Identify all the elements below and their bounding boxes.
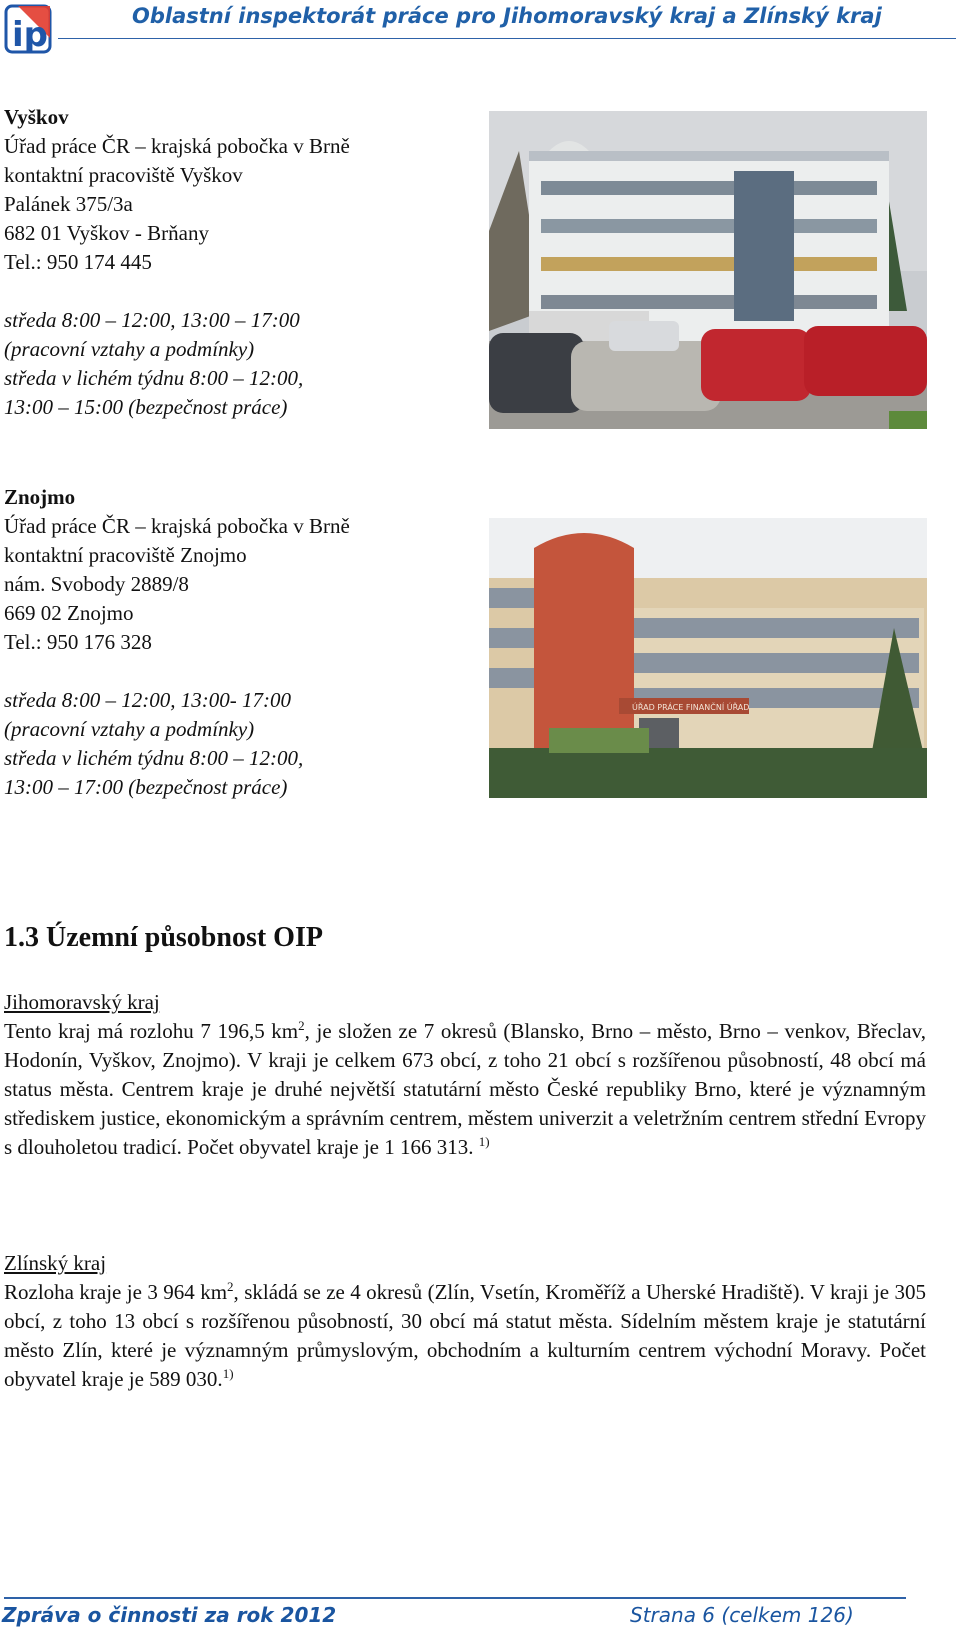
- logo-text: ip: [12, 15, 48, 55]
- znojmo-tel: Tel.: 950 176 328: [4, 630, 152, 654]
- footer-page-number: Strana 6 (celkem 126): [630, 1603, 854, 1627]
- znojmo-city: 669 02 Znojmo: [4, 601, 134, 625]
- zlk-sup-2: 2: [227, 1279, 234, 1294]
- footer-rule: [4, 1597, 906, 1599]
- vyskov-workplace: kontaktní pracoviště Vyškov: [4, 163, 243, 187]
- zlk-text-1: Rozloha kraje je 3 964 km: [4, 1280, 228, 1304]
- znojmo-block: [4, 483, 350, 802]
- jmk-title: Jihomoravský kraj: [4, 990, 160, 1014]
- vyskov-hours-line: středa v lichém týdnu 8:00 – 12:00,: [4, 366, 304, 390]
- header-rule: [58, 38, 956, 39]
- footer-report-title: Zpráva o činnosti za rok 2012: [2, 1603, 337, 1627]
- vyskov-hours-line: (pracovní vztahy a podmínky): [4, 337, 255, 361]
- zlk-footnote-ref: 1): [222, 1366, 234, 1381]
- znojmo-office-photo: [489, 518, 927, 798]
- vyskov-tel: Tel.: 950 174 445: [4, 250, 152, 274]
- zlk-paragraph: [4, 1278, 926, 1394]
- jmk-text-1: Tento kraj má rozlohu 7 196,5 km: [4, 1019, 299, 1043]
- znojmo-hours-line: (pracovní vztahy a podmínky): [4, 717, 255, 741]
- vyskov-office-photo: [489, 111, 927, 429]
- znojmo-hours-line: 13:00 – 17:00 (bezpečnost práce): [4, 775, 288, 799]
- znojmo-street: nám. Svobody 2889/8: [4, 572, 189, 596]
- zlk-text-2: , skládá se ze 4 okresů (Zlín, Vsetín, Kroměříž a Uherské Hradiště). V kraji je 305 obcí, z toho 13 obcí s rozšířenou působností, 30 obcí má statut města. Sídelním městem kraje je statutární město Zlín, které je významným průmyslovým, obchodním a kulturním centrem východní Moravy. Počet obyvatel kraje je 589 030.: [4, 1280, 926, 1391]
- zlk-title: Zlínský kraj: [4, 1251, 107, 1275]
- oip-logo: [4, 2, 56, 56]
- vyskov-name: Vyškov: [4, 105, 69, 129]
- vyskov-block: [4, 103, 350, 422]
- section-heading: 1.3 Územní působnost OIP: [4, 922, 323, 953]
- znojmo-workplace: kontaktní pracoviště Znojmo: [4, 543, 247, 567]
- header-title: Oblastní inspektorát práce pro Jihomoravský kraj a Zlínský kraj: [132, 4, 882, 28]
- jmk-paragraph: [4, 1017, 926, 1162]
- znojmo-office: Úřad práce ČR – krajská pobočka v Brně: [4, 514, 350, 538]
- vyskov-office: Úřad práce ČR – krajská pobočka v Brně: [4, 134, 350, 158]
- jmk-sup-2: 2: [298, 1018, 305, 1033]
- vyskov-street: Palánek 375/3a: [4, 192, 133, 216]
- photo-sign: ÚŘAD PRÁCE FINANČNÍ ÚŘAD: [632, 703, 750, 712]
- vyskov-hours-line: středa 8:00 – 12:00, 13:00 – 17:00: [4, 308, 300, 332]
- znojmo-hours-line: středa v lichém týdnu 8:00 – 12:00,: [4, 746, 304, 770]
- znojmo-hours-line: středa 8:00 – 12:00, 13:00- 17:00: [4, 688, 291, 712]
- jmk-text-2: , je složen ze 7 okresů (Blansko, Brno – město, Brno – venkov, Břeclav, Hodonín, Vyškov, Znojmo). V kraji je celkem 673 obcí, z toho 21 obcí s rozšířenou působností, 48 obcí má status města. Centrem kraje je druhé největší statutární město České republiky Brno, které je významným střediskem justice, ekonomickým a správním centrem, městem univerzit a veletržním centrem střední Evropy s dlouholetou tradicí. Počet obyvatel kraje je 1 166 313.: [4, 1019, 927, 1159]
- znojmo-name: Znojmo: [4, 485, 76, 509]
- vyskov-city: 682 01 Vyškov - Brňany: [4, 221, 209, 245]
- vyskov-hours-line: 13:00 – 15:00 (bezpečnost práce): [4, 395, 288, 419]
- jmk-footnote-ref: 1): [478, 1134, 490, 1149]
